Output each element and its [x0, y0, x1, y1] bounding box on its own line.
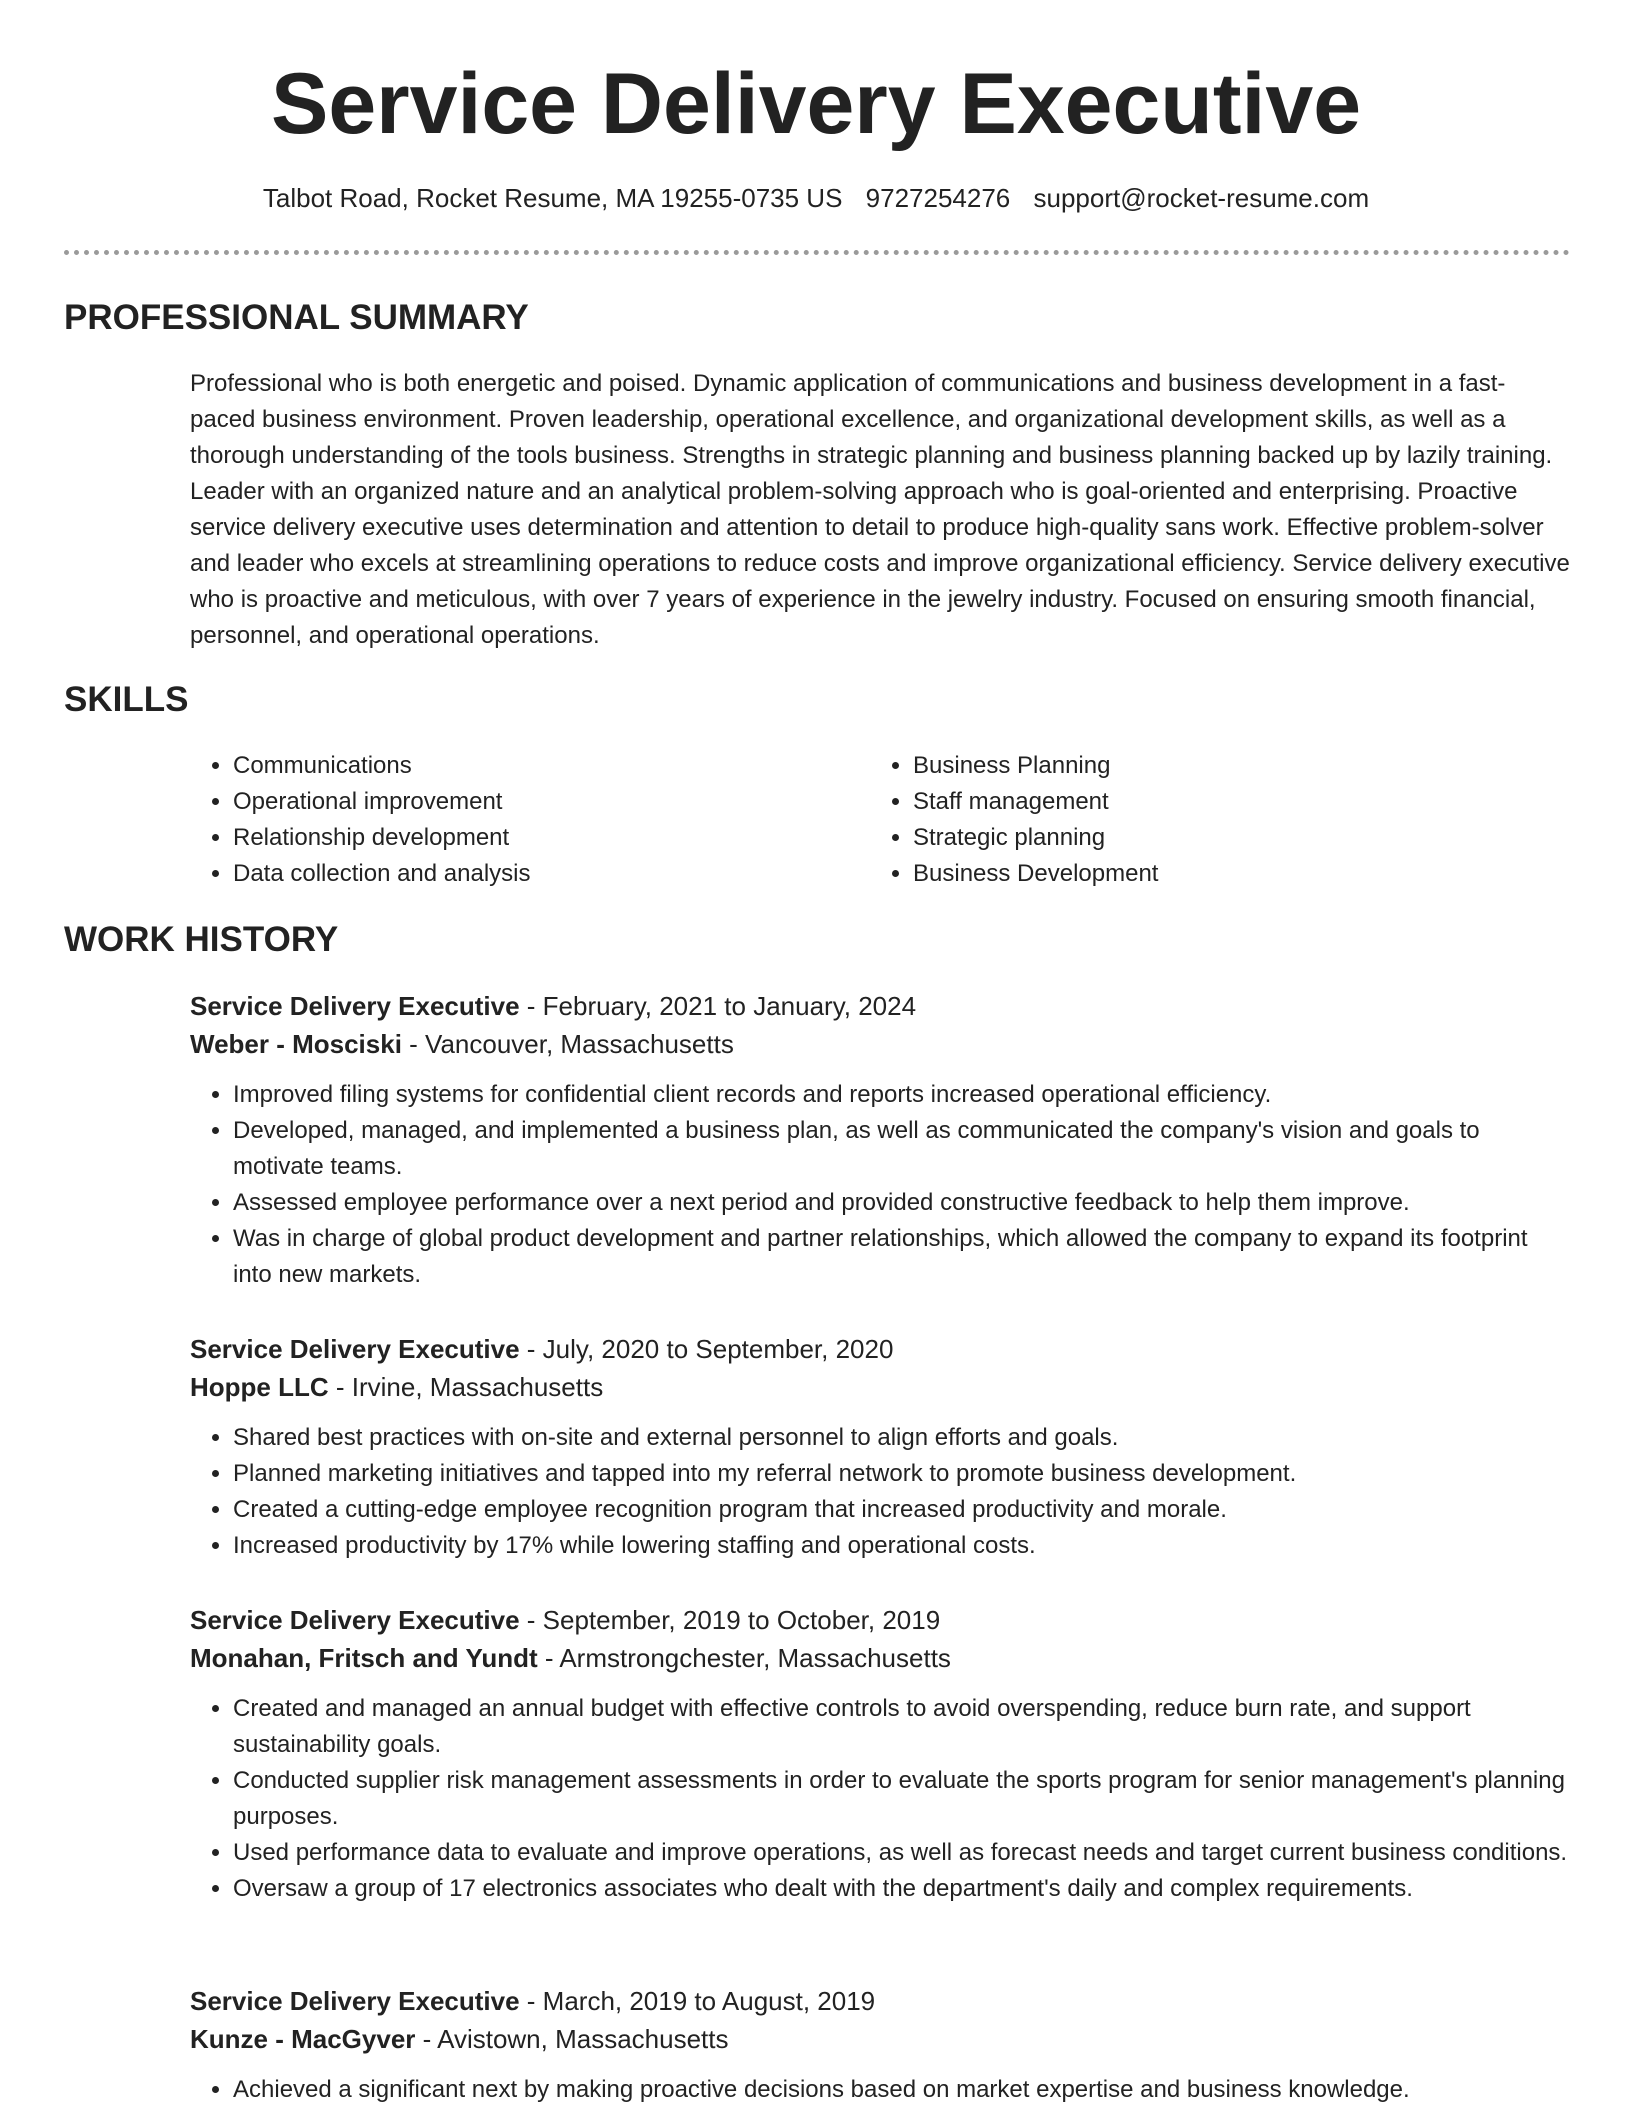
job-bullet: • Created a cutting-edge employee recognition program that increased productivity and morale.	[233, 1492, 1570, 1528]
job-bullets	[190, 1691, 1570, 1907]
job-bullet: • Shared best practices with on-site and external personnel to align efforts and goals.	[233, 1420, 1570, 1456]
skill-item: • Business Development	[913, 856, 1550, 892]
summary-text: Professional who is both energetic and poised. Dynamic application of communications and business development in a fast-paced business environment. Proven leadership, operational excellence, and organizational development skills, as well as a thorough understanding of the tools business. Strengths in strategic planning and business planning backed up by lazily training. Leader with an organized nature and an analytical problem-solving approach who is goal-oriented and enterprising. Proactive service delivery executive uses determination and attention to detail to produce high-quality sans work. Effective problem-solver and leader who excels at streamlining operations to reduce costs and improve organizational efficiency. Service delivery executive who is proactive and meticulous, with over 7 years of experience in the jewelry industry. Focused on ensuring smooth financial, personnel, and operational operations.	[190, 370, 1570, 649]
job-entry	[190, 1982, 1570, 2108]
job-bullet: • Used performance data to evaluate and improve operations, as well as forecast needs and target current business conditions.	[233, 1835, 1570, 1871]
job-company: Weber - Mosciski	[190, 1029, 402, 1059]
job-company: Hoppe LLC	[190, 1372, 329, 1402]
job-bullet: • Was in charge of global product development and partner relationships, which allowed the company to expand its footprint into new markets.	[233, 1221, 1570, 1293]
job-bullet: • Improved filing systems for confidential client records and reports increased operational efficiency.	[233, 1077, 1570, 1113]
job-dates: - March, 2019 to August, 2019	[519, 1986, 876, 2016]
job-title-line	[190, 1330, 1570, 1368]
skills-column-right	[870, 748, 1550, 892]
work-history-heading: WORK HISTORY	[64, 920, 339, 959]
skill-item: • Business Planning	[913, 748, 1550, 784]
job-entry	[190, 987, 1570, 1293]
job-title: Service Delivery Executive	[190, 1334, 520, 1364]
job-bullet: • Created and managed an annual budget with effective controls to avoid overspending, reduce burn rate, and support sustainability goals.	[233, 1691, 1570, 1763]
job-bullets	[190, 1077, 1570, 1293]
skill-item: • Relationship development	[233, 820, 870, 856]
job-bullet: • Assessed employee performance over a next period and provided constructive feedback to help them improve.	[233, 1185, 1570, 1221]
job-company-line	[190, 1025, 1570, 1063]
job-company-line	[190, 1368, 1570, 1406]
job-bullet: • Conducted supplier risk management assessments in order to evaluate the sports program for senior management's planning purposes.	[233, 1763, 1570, 1835]
job-title-line	[190, 1982, 1570, 2020]
job-company: Kunze - MacGyver	[190, 2024, 416, 2054]
skill-item: • Operational improvement	[233, 784, 870, 820]
job-location: - Irvine, Massachusetts	[328, 1372, 604, 1402]
job-title: Service Delivery Executive	[190, 1605, 520, 1635]
job-company-line	[190, 1639, 1570, 1677]
contact-email: support@rocket-resume.com	[1033, 183, 1370, 213]
job-location: - Avistown, Massachusetts	[415, 2024, 729, 2054]
job-bullet: • Developed, managed, and implemented a business plan, as well as communicated the company's vision and goals to motivate teams.	[233, 1113, 1570, 1185]
skills-list	[190, 748, 1570, 892]
skill-item: • Data collection and analysis	[233, 856, 870, 892]
skills-heading: SKILLS	[64, 680, 189, 719]
job-bullet: • Planned marketing initiatives and tapped into my referral network to promote business development.	[233, 1456, 1570, 1492]
job-bullet: • Oversaw a group of 17 electronics associates who dealt with the department's daily and complex requirements.	[233, 1871, 1570, 1907]
job-entry	[190, 1330, 1570, 1564]
contact-line	[0, 178, 1632, 218]
job-entry	[190, 1601, 1570, 1907]
job-title-line	[190, 1601, 1570, 1639]
contact-address: Talbot Road, Rocket Resume, MA 19255-0735 US	[262, 183, 843, 213]
job-company: Monahan, Fritsch and Yundt	[190, 1643, 538, 1673]
job-location: - Vancouver, Massachusetts	[401, 1029, 734, 1059]
skill-item: • Strategic planning	[913, 820, 1550, 856]
skill-item: • Communications	[233, 748, 870, 784]
resume-name: Service Delivery Executive	[270, 56, 1362, 152]
job-dates: - July, 2020 to September, 2020	[519, 1334, 894, 1364]
header-divider	[64, 250, 1570, 255]
job-bullets	[190, 1420, 1570, 1564]
job-company-line	[190, 2020, 1570, 2058]
job-title: Service Delivery Executive	[190, 1986, 520, 2016]
skills-column-left	[190, 748, 870, 892]
job-location: - Armstrongchester, Massachusetts	[537, 1643, 951, 1673]
job-dates: - September, 2019 to October, 2019	[519, 1605, 941, 1635]
job-title-line	[190, 987, 1570, 1025]
job-bullets	[190, 2072, 1570, 2108]
skill-item: • Staff management	[913, 784, 1550, 820]
job-bullet: • Achieved a significant next by making proactive decisions based on market expertise and business knowledge.	[233, 2072, 1570, 2108]
job-bullet: • Increased productivity by 17% while lowering staffing and operational costs.	[233, 1528, 1570, 1564]
job-title: Service Delivery Executive	[190, 991, 520, 1021]
summary-heading: PROFESSIONAL SUMMARY	[64, 298, 529, 337]
job-dates: - February, 2021 to January, 2024	[519, 991, 917, 1021]
contact-phone: 9727254276	[865, 183, 1011, 213]
